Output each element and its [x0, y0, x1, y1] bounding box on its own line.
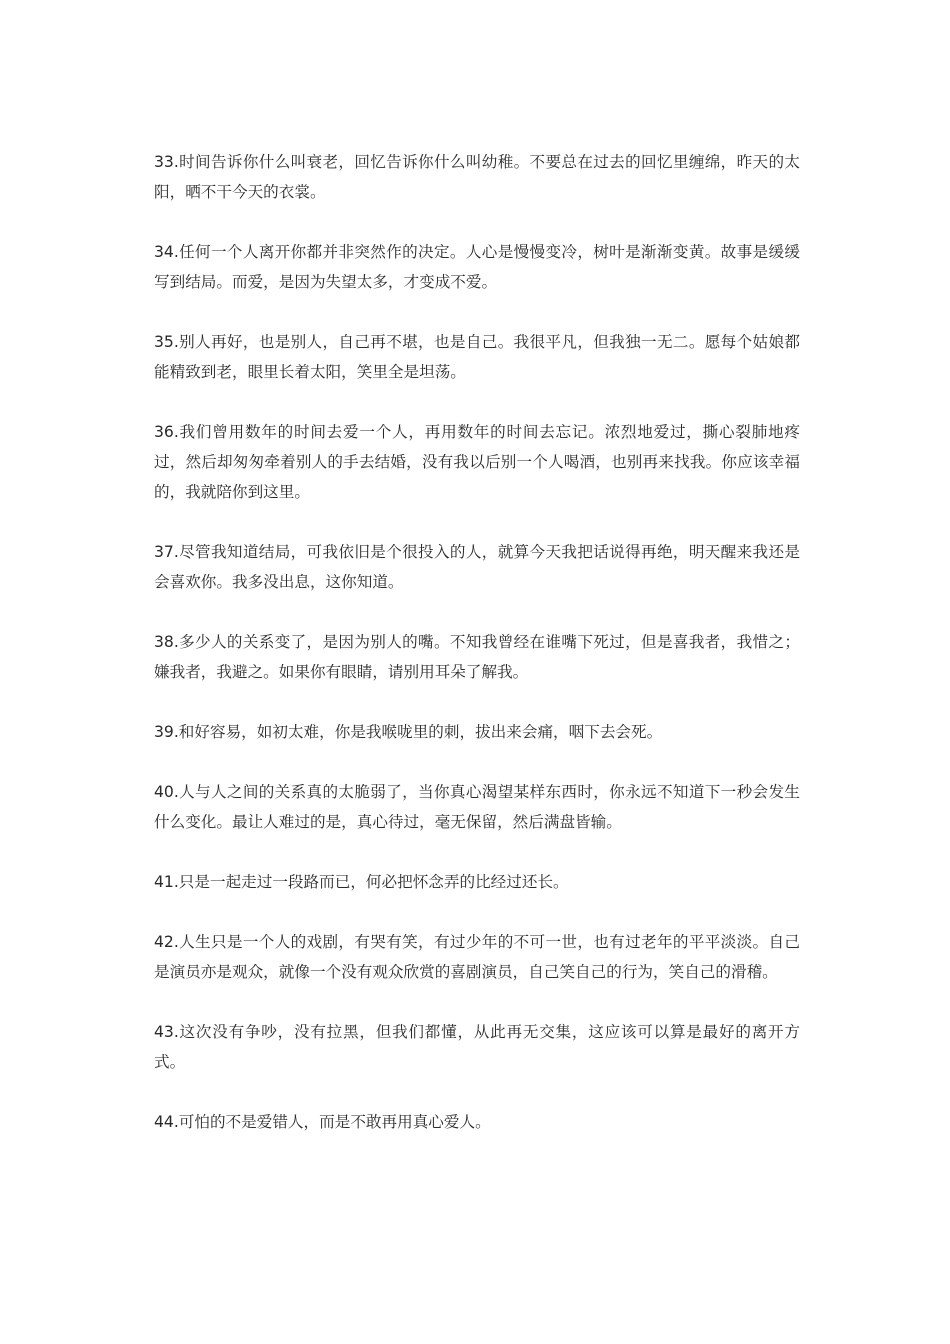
paragraph-42: 42.人生只是一个人的戏剧，有哭有笑，有过少年的不可一世，也有过老年的平平淡淡。自己是演员亦是观众，就像一个没有观众欣赏的喜剧演员，自己笑自己的行为，笑自己的滑稽。 — [154, 933, 800, 981]
paragraph-36: 36.我们曾用数年的时间去爱一个人，再用数年的时间去忘记。浓烈地爱过，撕心裂肺地疼过，然后却匆匆牵着别人的手去结婚，没有我以后别一个人喝酒，也别再来找我。你应该幸福的，我就陪你到这里。 — [154, 423, 800, 501]
paragraph-41: 41.只是一起走过一段路而已，何必把怀念弄的比经过还长。 — [154, 873, 569, 891]
paragraph-39: 39.和好容易，如初太难，你是我喉咙里的刺，拔出来会痛，咽下去会死。 — [154, 723, 663, 741]
paragraph-38: 38.多少人的关系变了，是因为别人的嘴。不知我曾经在谁嘴下死过，但是喜我者，我惜之；嫌我者，我避之。如果你有眼睛，请别用耳朵了解我。 — [154, 633, 800, 681]
paragraph-33: 33.时间告诉你什么叫衰老，回忆告诉你什么叫幼稚。不要总在过去的回忆里缠绵，昨天的太阳，晒不干今天的衣裳。 — [154, 153, 800, 201]
paragraph-44: 44.可怕的不是爱错人，而是不敢再用真心爱人。 — [154, 1113, 491, 1131]
paragraph-37: 37.尽管我知道结局，可我依旧是个很投入的人，就算今天我把话说得再绝，明天醒来我还是会喜欢你。我多没出息，这你知道。 — [154, 543, 800, 591]
paragraph-40: 40.人与人之间的关系真的太脆弱了，当你真心渴望某样东西时，你永远不知道下一秒会发生什么变化。最让人难过的是，真心待过，毫无保留，然后满盘皆输。 — [154, 783, 800, 831]
document-body — [154, 147, 800, 1167]
paragraph-35: 35.别人再好，也是别人，自己再不堪，也是自己。我很平凡，但我独一无二。愿每个姑娘都能精致到老，眼里长着太阳，笑里全是坦荡。 — [154, 333, 800, 381]
paragraph-43: 43.这次没有争吵，没有拉黑，但我们都懂，从此再无交集，这应该可以算是最好的离开方式。 — [154, 1023, 800, 1071]
paragraph-34: 34.任何一个人离开你都并非突然作的决定。人心是慢慢变冷，树叶是渐渐变黄。故事是缓缓写到结局。而爱，是因为失望太多，才变成不爱。 — [154, 243, 800, 291]
